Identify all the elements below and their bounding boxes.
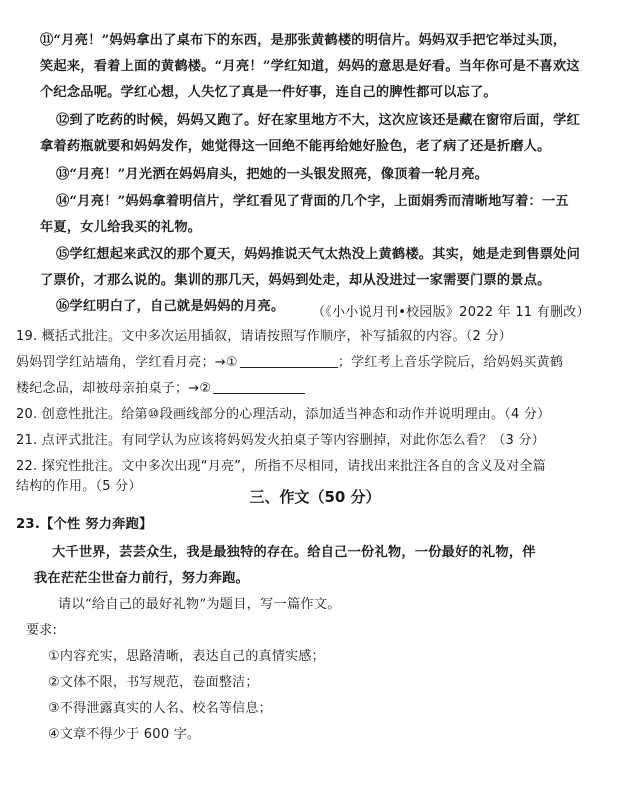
- story-p11-line2: 笑起来，看着上面的黄鹤楼。“月亮！”学红知道，妈妈的意思是好看。当年你可是不喜欢这: [40, 59, 580, 74]
- requirement-4: ④文章不得少于 600 字。: [48, 727, 201, 742]
- question-21: 21. 点评式批注。有同学认为应该将妈妈发火拍桌子等内容删掉，对此你怎么看？（3 分）: [16, 433, 545, 448]
- question-19-line3: [16, 378, 305, 400]
- answer-blank-1[interactable]: [240, 353, 338, 368]
- story-p12-line1: ⑫到了吃药的时候，妈妈又跑了。好在家里地方不大，这次应该还是藏在窗帘后面，学红: [56, 113, 581, 128]
- question-19-line1: 19. 概括式批注。文中多次运用插叙，请请按照写作顺序，补写插叙的内容。（2 分）: [16, 329, 512, 344]
- story-p14-line2: 年夏，女儿给我买的礼物。: [40, 220, 202, 235]
- question-22-line2: 结构的作用。（5 分）: [16, 479, 142, 494]
- question-19-part-a: 妈妈罚学红站墙角，学红看月亮；→①: [16, 355, 238, 370]
- question-19-part-c: 楼纪念品，却被母亲拍桌子；→②: [16, 381, 212, 396]
- requirement-3: ③不得泄露真实的人名、校名等信息；: [48, 701, 272, 716]
- requirement-1: ①内容充实，思路清晰，表达自己的真情实感；: [48, 649, 325, 664]
- composition-intro-line1: 大千世界，芸芸众生，我是最独特的存在。给自己一份礼物，一份最好的礼物，伴: [52, 545, 536, 560]
- composition-intro-line2: 我在茫茫尘世奋力前行，努力奔跑。: [34, 571, 249, 586]
- story-p11-line1: ⑪“月亮！”妈妈拿出了桌布下的东西，是那张黄鹤楼的明信片。妈妈双手把它举过头顶，: [40, 33, 567, 48]
- story-p12-line2: 拿着药瓶就要和妈妈发作，她觉得这一回绝不能再给她好脸色，老了病了还是折磨人。: [40, 139, 551, 154]
- requirement-2: ②文体不限，书写规范，卷面整洁；: [48, 675, 259, 690]
- question-20: 20. 创意性批注。给第⑩段画线部分的心理活动，添加适当神态和动作并说明理由。（4 分）: [16, 407, 551, 422]
- answer-blank-2[interactable]: [213, 379, 305, 394]
- requirements-label: 要求:: [26, 623, 58, 638]
- source-citation: （《小小说月刊•校园版》2022 年 11 有删改）: [312, 305, 590, 320]
- composition-prompt: 请以“给自己的最好礼物”为题目，写一篇作文。: [58, 597, 341, 612]
- question-19-part-b: ；学红考上音乐学院后，给妈妈买黄鹤: [337, 355, 564, 370]
- story-p14-line1: ⑭“月亮！”妈妈拿着明信片，学红看见了背面的几个字，上面娟秀而清晰地写着：一五: [56, 194, 569, 209]
- question-19-line2: [16, 352, 563, 374]
- question-22-line1: 22. 探究性批注。文中多次出现“月亮”，所指不尽相同，请找出来批注各自的含义及对全篇: [16, 459, 547, 474]
- story-p16: ⑯学红明白了，自己就是妈妈的月亮。: [56, 299, 285, 314]
- story-p15-line2: 了票价，才那么说的。集训的那几天，妈妈到处走，却从没进过一家需要门票的景点。: [40, 273, 551, 288]
- story-p13: ⑬“月亮！”月光洒在妈妈肩头，把她的一头银发照亮，像顶着一轮月亮。: [56, 167, 489, 182]
- section-title: 三、作文（50 分）: [249, 488, 381, 506]
- story-p11-line3: 个纪念品呢。学红心想，人失忆了真是一件好事，连自己的脾性都可以忘了。: [40, 85, 497, 100]
- question-23-label: 23.【个性 努力奔跑】: [16, 517, 153, 532]
- story-p15-line1: ⑮学红想起来武汉的那个夏天，妈妈推说天气太热没上黄鹤楼。其实，她是走到售票处问: [56, 247, 581, 262]
